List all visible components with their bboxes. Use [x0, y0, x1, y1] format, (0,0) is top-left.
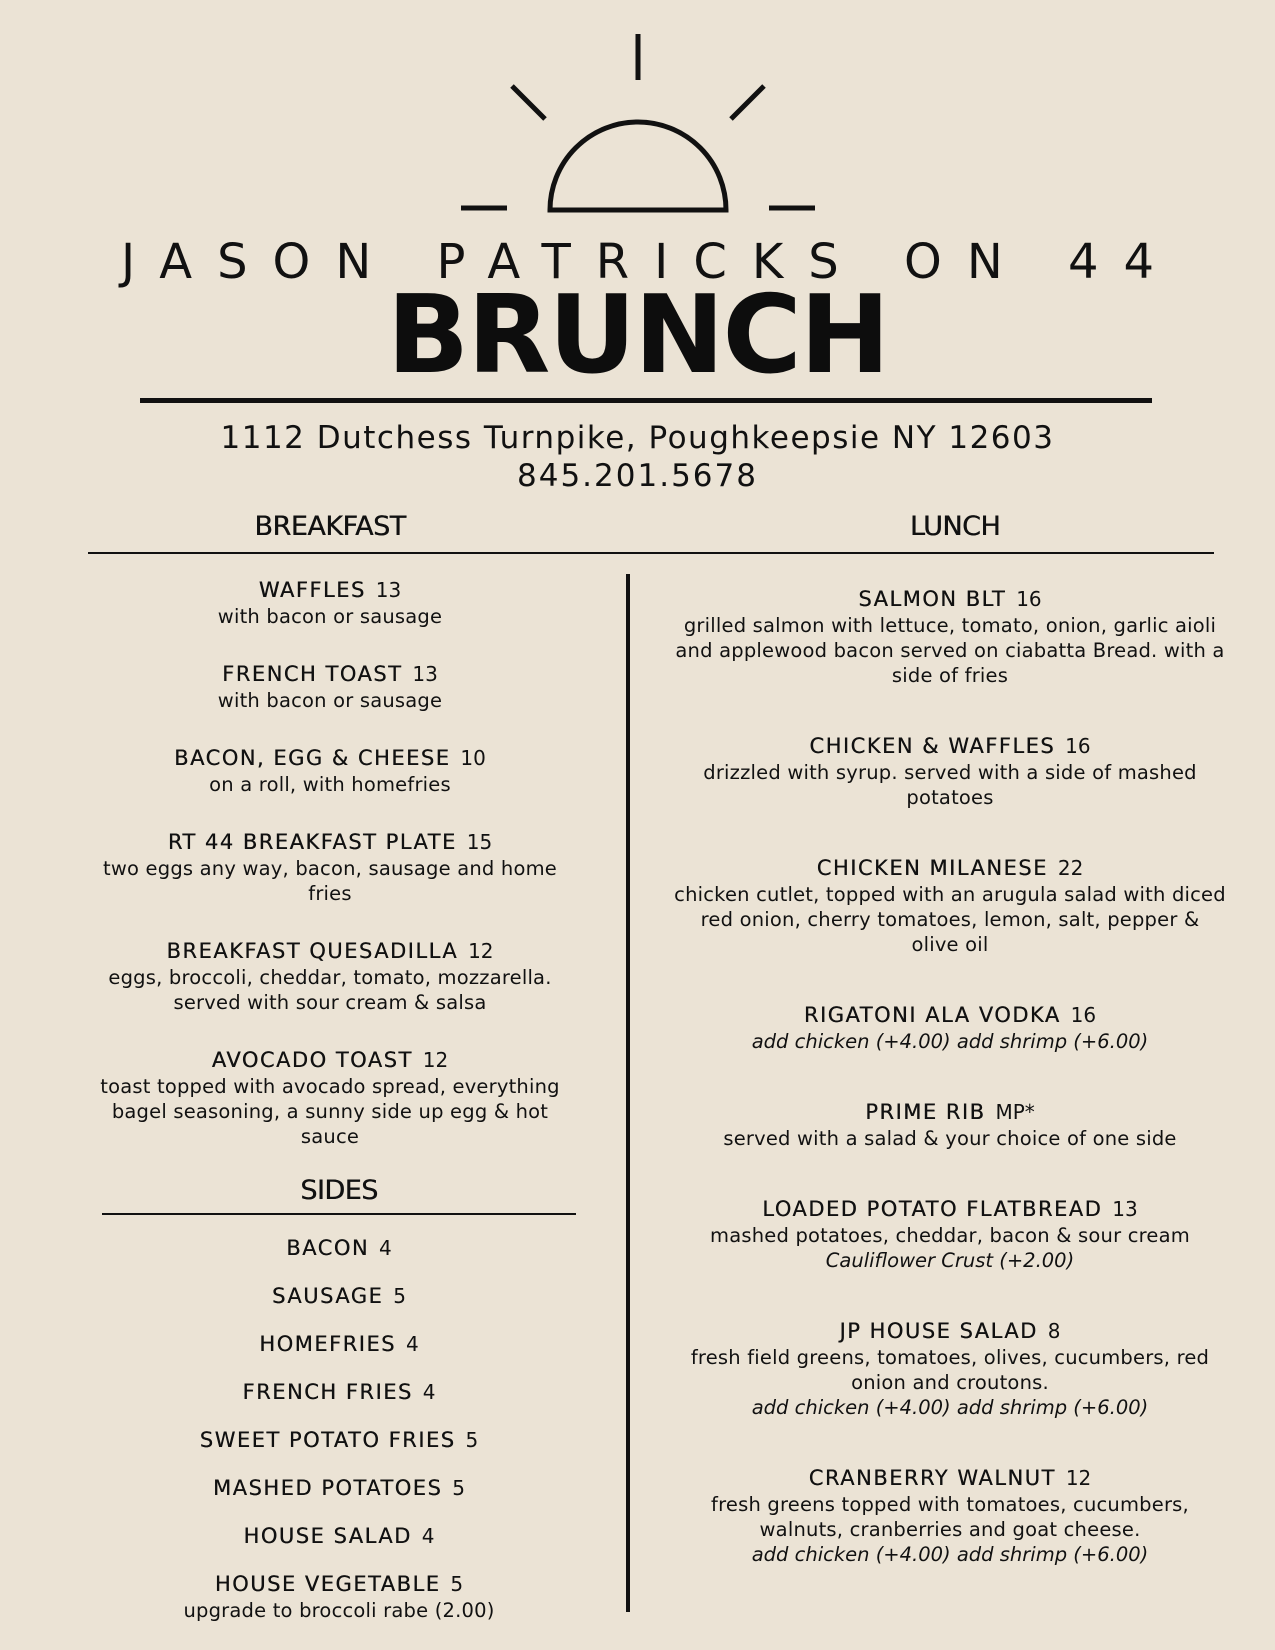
- item-name: WAFFLES: [258, 578, 366, 602]
- item-addon-note: add chicken (+4.00) add shrimp (+6.00): [751, 1396, 1149, 1419]
- menu-item: [674, 854, 1226, 957]
- item-name: SWEET POTATO FRIES: [199, 1428, 456, 1452]
- item-name: JP HOUSE SALAD: [839, 1319, 1038, 1343]
- item-description: two eggs any way, bacon, sausage and home fries: [103, 857, 557, 905]
- item-name: AVOCADO TOAST: [211, 1048, 413, 1072]
- item-price: 8: [1047, 1319, 1061, 1343]
- item-name: CHICKEN MILANESE: [816, 856, 1048, 880]
- page-title: BRUNCH: [386, 273, 889, 398]
- item-price: 16: [1065, 734, 1091, 758]
- item-name: HOMEFRIES: [259, 1332, 396, 1356]
- item-price: 12: [422, 1048, 449, 1072]
- list-item: [102, 1282, 576, 1310]
- item-name: SAUSAGE: [272, 1284, 384, 1308]
- item-description: with bacon or sausage: [217, 605, 443, 628]
- item-name: FRENCH TOAST: [222, 662, 403, 686]
- item-name: BACON: [286, 1236, 370, 1260]
- menu-item: [82, 744, 578, 797]
- sides-list: [102, 1234, 576, 1623]
- item-price: 16: [1070, 1003, 1097, 1027]
- sides-heading: SIDES: [300, 1175, 378, 1206]
- item-description: upgrade to broccoli rabe (2.00): [183, 1599, 495, 1622]
- breakfast-list: [82, 576, 578, 1180]
- restaurant-name: JASON PATRICKS ON 44: [120, 234, 1180, 290]
- item-price: 5: [450, 1572, 464, 1596]
- item-name: BREAKFAST QUESADILLA: [166, 939, 459, 963]
- item-price: 5: [452, 1476, 466, 1500]
- item-price: 5: [393, 1284, 406, 1308]
- item-name: FRENCH FRIES: [242, 1380, 413, 1404]
- menu-item: [82, 937, 578, 1015]
- list-item: [102, 1522, 576, 1550]
- sides-divider: [102, 1213, 576, 1215]
- item-price: 22: [1057, 856, 1084, 880]
- menu-item: [82, 576, 578, 629]
- item-name: RT 44 BREAKFAST PLATE: [167, 830, 457, 854]
- menu-item: [82, 828, 578, 906]
- menu-item: [82, 660, 578, 713]
- item-addon-note: add chicken (+4.00) add shrimp (+6.00): [751, 1030, 1149, 1053]
- item-price: 4: [379, 1236, 392, 1260]
- item-description: grilled salmon with lettuce, tomato, onion, garlic aioli and applewood bacon served on ciabatta Bread. with a side of fries: [675, 614, 1225, 687]
- item-name: BACON, EGG & CHEESE: [174, 746, 451, 770]
- menu-item: [674, 1098, 1226, 1151]
- item-description: eggs, broccoli, cheddar, tomato, mozzarella. served with sour cream & salsa: [108, 966, 552, 1014]
- list-item: [102, 1474, 576, 1502]
- item-name: RIGATONI ALA VODKA: [803, 1003, 1061, 1027]
- item-price: 13: [375, 578, 402, 602]
- rising-sun-icon: [459, 30, 819, 220]
- title-divider: [140, 398, 1152, 403]
- item-description: drizzled with syrup. served with a side of mashed potatoes: [703, 761, 1197, 809]
- menu-item: [674, 732, 1226, 810]
- item-description: chicken cutlet, topped with an arugula salad with diced red onion, cherry tomatoes, lemon, salt, pepper & olive oil: [674, 883, 1226, 956]
- item-addon-note: add chicken (+4.00) add shrimp (+6.00): [751, 1543, 1149, 1566]
- item-name: LOADED POTATO FLATBREAD: [762, 1197, 1103, 1221]
- item-price: 13: [412, 662, 438, 686]
- list-item: [102, 1426, 576, 1454]
- item-price: 12: [468, 939, 494, 963]
- menu-item: [674, 1195, 1226, 1273]
- item-name: HOUSE VEGETABLE: [214, 1572, 441, 1596]
- item-name: MASHED POTATOES: [212, 1476, 443, 1500]
- item-price: 4: [422, 1380, 436, 1404]
- lunch-list: [674, 585, 1226, 1567]
- item-price: 15: [466, 830, 493, 854]
- item-name: CHICKEN & WAFFLES: [809, 734, 1056, 758]
- item-price: 13: [1112, 1197, 1138, 1221]
- item-description: mashed potatoes, cheddar, bacon & sour cream: [710, 1224, 1190, 1247]
- item-price: MP*: [995, 1100, 1035, 1124]
- item-price: 5: [465, 1428, 479, 1452]
- item-name: SALMON BLT: [858, 587, 1007, 611]
- list-item: [102, 1570, 576, 1623]
- item-price: 12: [1065, 1466, 1092, 1490]
- lunch-heading: LUNCH: [909, 511, 1001, 542]
- item-addon-note: Cauliflower Crust (+2.00): [825, 1249, 1075, 1272]
- item-description: fresh field greens, tomatoes, olives, cucumbers, red onion and croutons.: [690, 1346, 1210, 1394]
- item-name: HOUSE SALAD: [243, 1524, 412, 1548]
- item-price: 10: [460, 746, 486, 770]
- list-item: [102, 1234, 576, 1262]
- phone-number: 845.201.5678: [517, 458, 758, 494]
- menu-item: [674, 1317, 1226, 1420]
- item-description: on a roll, with homefries: [209, 773, 451, 796]
- list-item: [102, 1378, 576, 1406]
- section-divider: [88, 552, 1214, 554]
- column-divider: [626, 574, 630, 1612]
- address: 1112 Dutchess Turnpike, Poughkeepsie NY 12603: [220, 420, 1055, 456]
- item-price: 4: [405, 1332, 419, 1356]
- menu-item: [674, 1464, 1226, 1567]
- menu-item: [674, 585, 1226, 688]
- item-price: 16: [1016, 587, 1042, 611]
- item-description: fresh greens topped with tomatoes, cucumbers, walnuts, cranberries and goat cheese.: [711, 1493, 1189, 1541]
- item-description: toast topped with avocado spread, everything bagel seasoning, a sunny side up egg & hot sauce: [100, 1075, 560, 1148]
- menu-item: [674, 1001, 1226, 1054]
- item-name: CRANBERRY WALNUT: [808, 1466, 1056, 1490]
- item-description: served with a salad & your choice of one side: [723, 1127, 1177, 1150]
- menu-item: [82, 1046, 578, 1149]
- item-description: with bacon or sausage: [217, 689, 443, 712]
- item-name: PRIME RIB: [865, 1100, 986, 1124]
- item-price: 4: [421, 1524, 435, 1548]
- list-item: [102, 1330, 576, 1358]
- breakfast-heading: BREAKFAST: [254, 511, 406, 542]
